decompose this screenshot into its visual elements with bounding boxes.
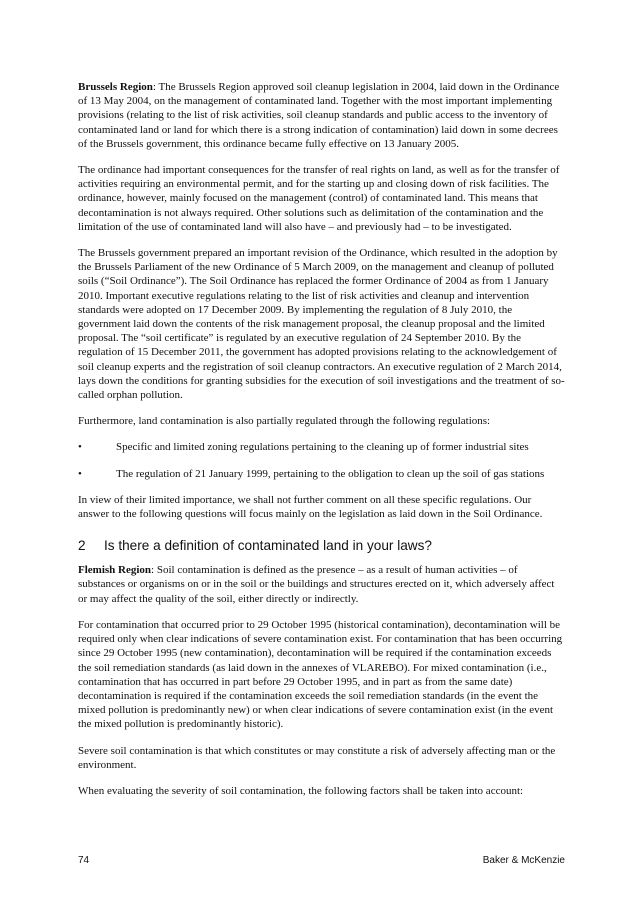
paragraph-ordinance-consequences: The ordinance had important consequences for the transfer of real rights on land, as well as for the transfer of activities requiring an environmental permit, and for the starting up and closing down of risk facilities. The ordinance, however, mainly focused on the management (control) of contaminated land. This means that decontamination is not always required. Other solutions such as delimitation of the contamination and the limitation of the use of contaminated land will also have – and previously had – to be investigated. bbox=[78, 164, 560, 233]
paragraph-brussels-region bbox=[78, 80, 565, 151]
paragraph-severity-factors: When evaluating the severity of soil contamination, the following factors shall be taken into account: bbox=[78, 784, 524, 797]
paragraph-text: : The Brussels Region approved soil cleanup legislation in 2004, laid down in the Ordinance of 13 May 2004, on the management of contaminated land. Together with the most important implementing provisions (relating to the list of risk activities, soil cleanup standards and public access to the inventory of contaminated land or land for which there is a strong indication of contamination) laid down in some decrees of the Brussels government, this ordinance became fully effective on 13 January 2005. bbox=[78, 81, 560, 150]
bullet-icon: • bbox=[78, 467, 82, 480]
paragraph-severe-contamination: Severe soil contamination is that which constitutes or may constitute a risk of adversely affecting man or the environment. bbox=[78, 744, 556, 771]
list-item-text: The regulation of 21 January 1999, pertaining to the obligation to clean up the soil of gas stations bbox=[116, 467, 545, 480]
bullet-icon: • bbox=[78, 441, 82, 454]
paragraph-lead: Brussels Region bbox=[78, 81, 153, 93]
paragraph-text: : Soil contamination is defined as the presence – as a result of human activities – of substances or organisms on or in the soil or the buildings and structures erected on it, which adversely affect or may affect the quality of the soil, either directly or indirectly. bbox=[78, 564, 555, 605]
paragraph-soil-ordinance-revision: The Brussels government prepared an important revision of the Ordinance, which resulted in the adoption by the Brussels Parliament of the new Ordinance of 5 March 2009, on the management and cleanup of polluted soils (“Soil Ordinance”). The Soil Ordinance has replaced the former Ordinance of 2004 as from 1 January 2010. Important executive regulations relating to the list of risk activities and cleanup and intervention standards were adopted on 17 December 2009. By implementing the regulation of 8 July 2010, the government laid down the contents of the risk management proposal, the cleanup proposal and the limited proposal. The “soil certificate” is regulated by an executive regulation of 24 September 2010. By the regulation of 15 December 2011, the government has adopted provisions relating to the acknowledgement of soil cleanup experts and the registration of soil cleanup contractors. An executive regulation of 2 March 2014, lays down the conditions for granting subsidies for the execution of soil investigations and the treatment of so-called orphan pollution. bbox=[78, 247, 565, 402]
regulations-list bbox=[78, 440, 565, 480]
paragraph-flemish-region bbox=[78, 563, 565, 606]
page-number: 74 bbox=[78, 855, 90, 866]
list-item bbox=[78, 467, 565, 481]
paragraph-limited-importance: In view of their limited importance, we shall not further comment on all these specific regulations. Our answer to the following questions will focus mainly on the legislation as laid down in the Soil Ordinance. bbox=[78, 493, 543, 521]
section-number: 2 bbox=[78, 538, 86, 554]
section-heading bbox=[78, 537, 565, 554]
paragraph-contamination-timing: For contamination that occurred prior to 29 October 1995 (historical contamination), decontamination will be required only when clear indications of severe contamination exist. For contamination that has been occurring since 29 October 1995 (new contamination), decontamination will be required if the contamination exceeds the soil remediation standards (as laid down in the annexes of VLAREBO). For mixed contamination (i.e., contamination that has occurred in part before 29 October 1995, and in part as from the same date) decontamination is required if the contamination exceeds the soil remediation standards (in the event the mixed pollution is predominantly new) or when clear indications of severe contamination exist (in the event the mixed pollution is predominantly historic). bbox=[78, 618, 563, 731]
paragraph-further-regulations: Furthermore, land contamination is also partially regulated through the following regulations: bbox=[78, 415, 491, 428]
list-item bbox=[78, 440, 565, 454]
firm-name: Baker & McKenzie bbox=[482, 855, 565, 866]
section-title: Is there a definition of contaminated land in your laws? bbox=[104, 538, 432, 554]
list-item-text: Specific and limited zoning regulations pertaining to the cleaning up of former industrial sites bbox=[116, 441, 529, 454]
paragraph-lead: Flemish Region bbox=[78, 564, 152, 577]
